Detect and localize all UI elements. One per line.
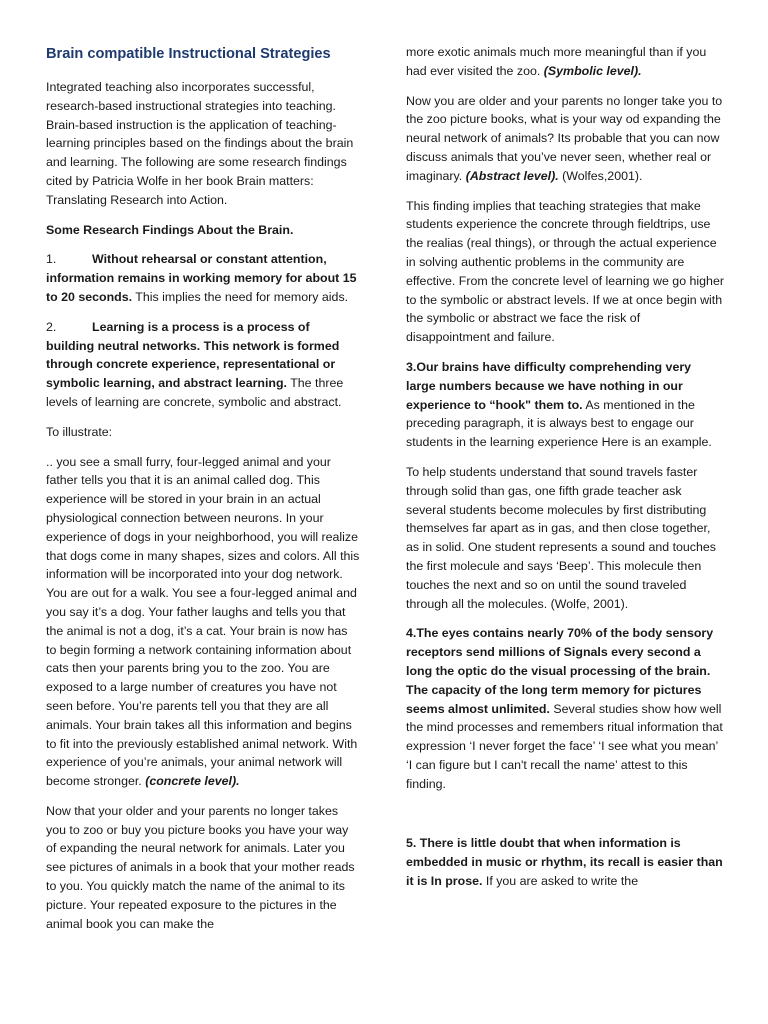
finding-5	[406, 834, 724, 890]
abstract-level-tag: (Abstract level).	[465, 168, 559, 183]
abstract-text: Now you are older and your parents no longer take you to the zoo picture books, what is your way od expanding the neural network of animals? Its probable that you can now discuss animals that you’ve never seen, whether real or imaginary.	[406, 93, 723, 183]
finding-2	[46, 318, 360, 412]
findings-subheading: Some Research Findings About the Brain.	[46, 222, 294, 237]
implication-paragraph: This finding implies that teaching strategies that make students experience the concrete through fieldtrips, use the realias (real things), or through the actual experience in solving authentic problems in the community are effective. From the concrete level of learning we go higher to the symbolic or abstract levels. If we at once begin with the symbolic or abstract we face the risk of disappointment and failure.	[406, 198, 724, 345]
story-paragraph-2: Now that your older and your parents no longer takes you to zoo or buy you picture books you have your way of expanding the neural network for animals. Later you see pictures of animals in a book that your mother reads to you. You quickly match the name of the animal to its picture. Your repeated exposure to the pictures in the animal book you can make the	[46, 803, 355, 931]
finding-4-bold: 4.The eyes contains nearly 70% of the body sensory receptors send millions of Signals every second a long the optic do the visual processing of the brain. The capacity of the long term memory for pictures seems almost unlimited.	[406, 626, 714, 716]
left-column	[46, 0, 360, 944]
intro-paragraph: Integrated teaching also incorporates successful, research-based instructional strategies into teaching. Brain-based instruction is the application of teaching-learning principles based on the findings about the brain and learning. The following are some research findings cited by Patricia Wolfe in her book Brain matters: Translating Research into Action.	[46, 80, 354, 207]
finding-1	[46, 250, 360, 306]
finding-3-text: As mentioned in the preceding paragraph, it is always best to engage our students in the learning experience Here is an example.	[406, 397, 712, 450]
right-column	[406, 0, 724, 902]
finding-1-bold: Without rehearsal or constant attention, information remains in working memory for about 15 to 20 seconds.	[46, 252, 357, 304]
story-paragraph-1	[46, 453, 360, 791]
finding-5-bold: 5. There is little doubt that when information is embedded in music or rhythm, its recall is easier than it is In prose.	[406, 836, 723, 889]
finding-2-bold: Learning is a process is a process of building neutral networks. This network is formed through concrete experience, representational or symbolic learning, and abstract learning.	[46, 319, 340, 391]
page-title: Brain compatible Instructional Strategies	[46, 46, 331, 62]
finding-5-text: If you are asked to write the	[482, 874, 639, 889]
finding-4	[406, 624, 724, 793]
symbolic-paragraph	[406, 43, 724, 81]
finding-1-text: This implies the need for memory aids.	[132, 289, 349, 304]
to-illustrate: To illustrate:	[46, 424, 113, 439]
sound-example-paragraph: To help students understand that sound travels faster through solid than gas, one fifth grade teacher ask several students become molecules by first distributing themselves far apart as in gas, and then close together, as in solid. One student represents a sound and touches the first molecule and says ‘Beep’. This molecule then touches the next and so on until the sound traveled through all the molecules. (Wolfe, 2001).	[406, 464, 716, 611]
spacer	[406, 804, 724, 834]
story-1-text: .. you see a small furry, four-legged animal and your father tells you that it is an animal called dog. This experience will be stored in your brain in an actual physiological connection between neurons. In your experience of dogs in your neighborhood, you will realize that dogs come in many shapes, sizes and colors. All this information will be incorporated into your dog network. You are out for a walk. You see a four-legged animal and you say it’s a dog. Your father laughs and tells you that the animal is not a dog, it’s a cat. Your brain is now has to begin forming a network containing information about cats then your parents bring you to the zoo. You are exposed to a large number of creatures you have not seen before. You’re parents tell you that they are all animals. Your brain takes all this information and begins to fit into the previously established animal network. With experience of you’re animals, your animal network will become stronger.	[46, 454, 360, 789]
finding-4-text: Several studies show how well the mind processes and remembers ritual information that expression ‘I never forget the face’ ‘I see what you mean’ ‘I can figure but I can't recall the name’ attest to this finding.	[406, 701, 723, 791]
finding-2-text: The three levels of learning are concrete, symbolic and abstract.	[46, 376, 344, 409]
finding-3-bold: 3.Our brains have difficulty comprehending very large numbers because we have nothing in our experience to “hook" them to.	[406, 359, 692, 412]
finding-1-number: 1.	[46, 252, 57, 267]
abstract-citation: (Wolfes,2001).	[558, 168, 643, 183]
symbolic-text: more exotic animals much more meaningful than if you had ever visited the zoo.	[406, 45, 707, 78]
finding-2-number: 2.	[46, 319, 57, 334]
concrete-level-tag: (concrete level).	[145, 774, 240, 789]
finding-3	[406, 358, 724, 452]
abstract-paragraph	[406, 92, 724, 186]
symbolic-level-tag: (Symbolic level).	[543, 63, 642, 78]
